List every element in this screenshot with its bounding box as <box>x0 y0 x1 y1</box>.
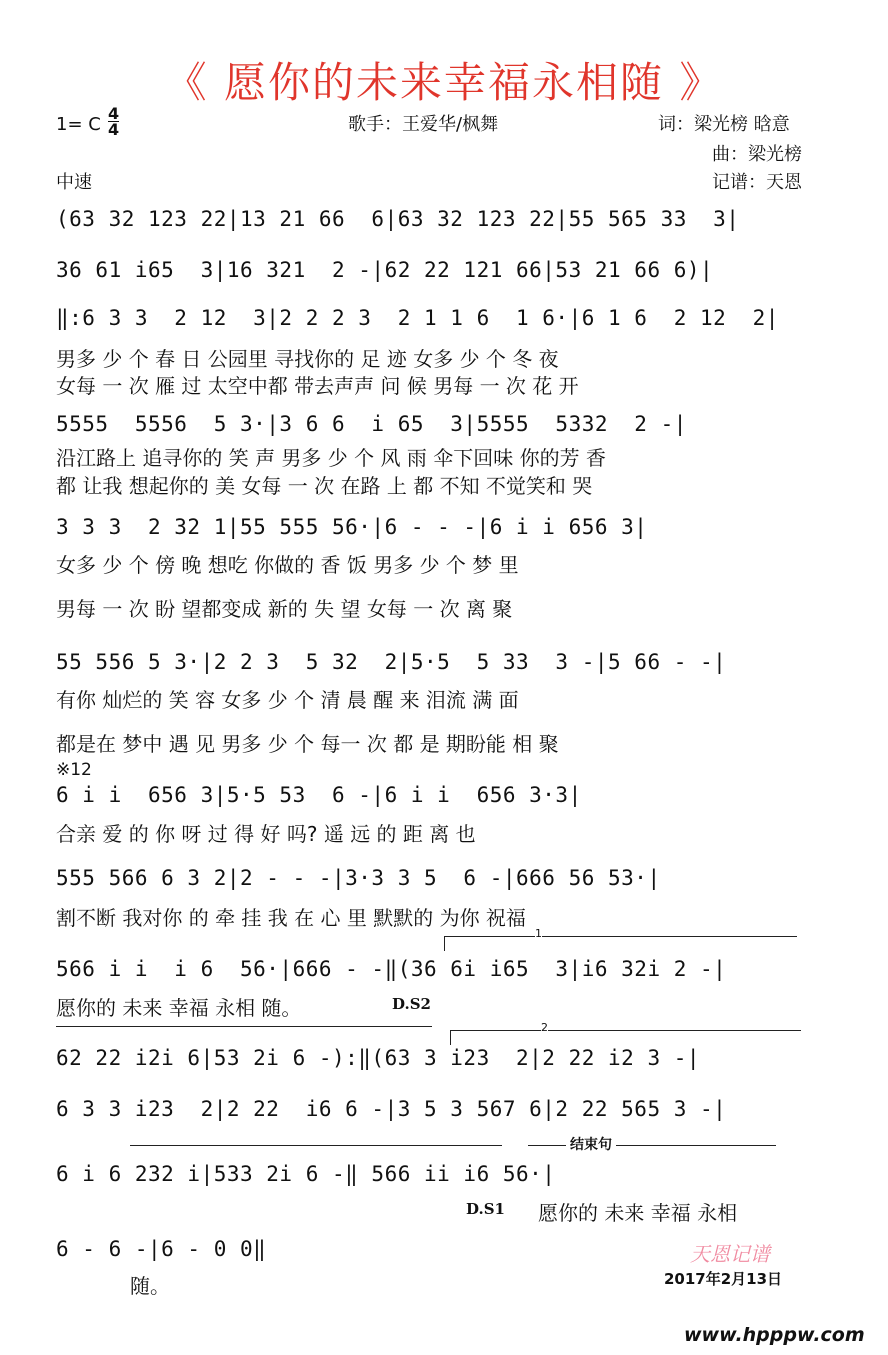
tempo: 中速 <box>56 172 92 193</box>
transcriber: 记谱：天恩 <box>712 172 802 193</box>
lyric-line: 随。 <box>130 1274 170 1298</box>
transcriber-stamp: 天恩记谱 <box>690 1242 770 1266</box>
volta-bracket-2 <box>450 1021 801 1045</box>
notation-row: 555 566 6 3 2|2 - - -|3·3 3 5 6 -|666 56 53·| <box>56 866 661 890</box>
lyric-line: 都 让我 想起你的 美 女每 一 次 在路 上 都 不知 不觉笑和 哭 <box>56 474 593 498</box>
notation-row: 6 - 6 -|6 - 0 0‖ <box>56 1237 267 1261</box>
singer: 歌手：王爱华/枫舞 <box>348 114 499 135</box>
lyric-line: 沿江路上 追寻你的 笑 声 男多 少 个 风 雨 伞下回味 你的芳 香 <box>56 446 606 470</box>
lyric-line: 男多 少 个 春 日 公园里 寻找你的 足 迹 女多 少 个 冬 夜 <box>56 347 559 371</box>
notation-row: 5555 5556 5 3·|3 6 6 i 65 3|5555 5332 2 -| <box>56 412 687 436</box>
segno-mark: ※12 <box>56 760 92 780</box>
ending-label: 结束句 <box>566 1134 616 1154</box>
time-signature-top: 4 <box>108 104 120 123</box>
date: 2017年2月13日 <box>664 1270 783 1288</box>
notation-row: 3 3 3 2 32 1|55 555 56·|6 - - -|6 i i 656 3| <box>56 515 648 539</box>
lyric-line: 都是在 梦中 遇 见 男多 少 个 每一 次 都 是 期盼能 相 聚 <box>56 732 559 756</box>
notation-row: 55 556 5 3·|2 2 3 5 32 2|5·5 5 33 3 -|5 66 - -| <box>56 650 727 674</box>
lyric-line: 男每 一 次 盼 望都变成 新的 失 望 女每 一 次 离 聚 <box>56 597 513 621</box>
key-signature: 1= C <box>56 114 101 135</box>
notation-row: 6 i i 656 3|5·5 53 6 -|6 i i 656 3·3| <box>56 783 582 807</box>
notation-row: 566 i i i 6 56·|666 - -‖(36 6i i65 3|i6 32i 2 -| <box>56 957 727 981</box>
volta-label: 1 <box>535 927 542 940</box>
lyricist: 词：梁光榜 晗意 <box>658 114 790 135</box>
time-signature <box>108 106 119 137</box>
lyric-line: 有你 灿烂的 笑 容 女多 少 个 清 晨 醒 来 泪流 满 面 <box>56 688 519 712</box>
first-ending-line <box>56 1026 432 1027</box>
volta-label: 2 <box>541 1021 548 1034</box>
notation-row: 6 3 3 i23 2|2 22 i6 6 -|3 5 3 567 6|2 22 565 3 -| <box>56 1097 727 1121</box>
notation-row: 36 61 i65 3|16 321 2 -|62 22 121 66|53 21 66 6)| <box>56 258 714 282</box>
lyric-line: 女每 一 次 雁 过 太空中都 带去声声 问 候 男每 一 次 花 开 <box>56 374 579 398</box>
lyric-line: 愿你的 未来 幸福 永相 <box>538 1201 738 1225</box>
lyric-line: 合亲 爱 的 你 呀 过 得 好 吗? 遥 远 的 距 离 也 <box>56 822 476 846</box>
phrase-line <box>130 1145 502 1146</box>
lyric-line: 愿你的 未来 幸福 永相 随。 <box>56 996 302 1020</box>
dal-segno-2: D.S2 <box>392 995 431 1013</box>
notation-row: ‖:6 3 3 2 12 3|2 2 2 3 2 1 1 6 1 6·|6 1 6 2 12 2| <box>56 306 779 330</box>
volta-bracket-1 <box>444 927 797 951</box>
notation-row: 6 i 6 232 i|533 2i 6 -‖ 566 ii i6 56·| <box>56 1162 556 1186</box>
notation-row: (63 32 123 22|13 21 66 6|63 32 123 22|55 565 33 3| <box>56 207 740 231</box>
lyric-line: 割不断 我对你 的 牵 挂 我 在 心 里 默默的 为你 祝福 <box>56 906 526 930</box>
time-signature-bottom: 4 <box>108 120 120 139</box>
lyric-line: 女多 少 个 傍 晚 想吃 你做的 香 饭 男多 少 个 梦 里 <box>56 553 519 577</box>
notation-row: 62 22 i2i 6|53 2i 6 -):‖(63 3 i23 2|2 22 i2 3 -| <box>56 1046 701 1070</box>
website-watermark: www.hpppw.com <box>684 1324 865 1346</box>
dal-segno-1: D.S1 <box>466 1200 505 1218</box>
composer: 曲：梁光榜 <box>712 144 802 165</box>
page-title: 《 愿你的未来幸福永相随 》 <box>164 58 724 107</box>
